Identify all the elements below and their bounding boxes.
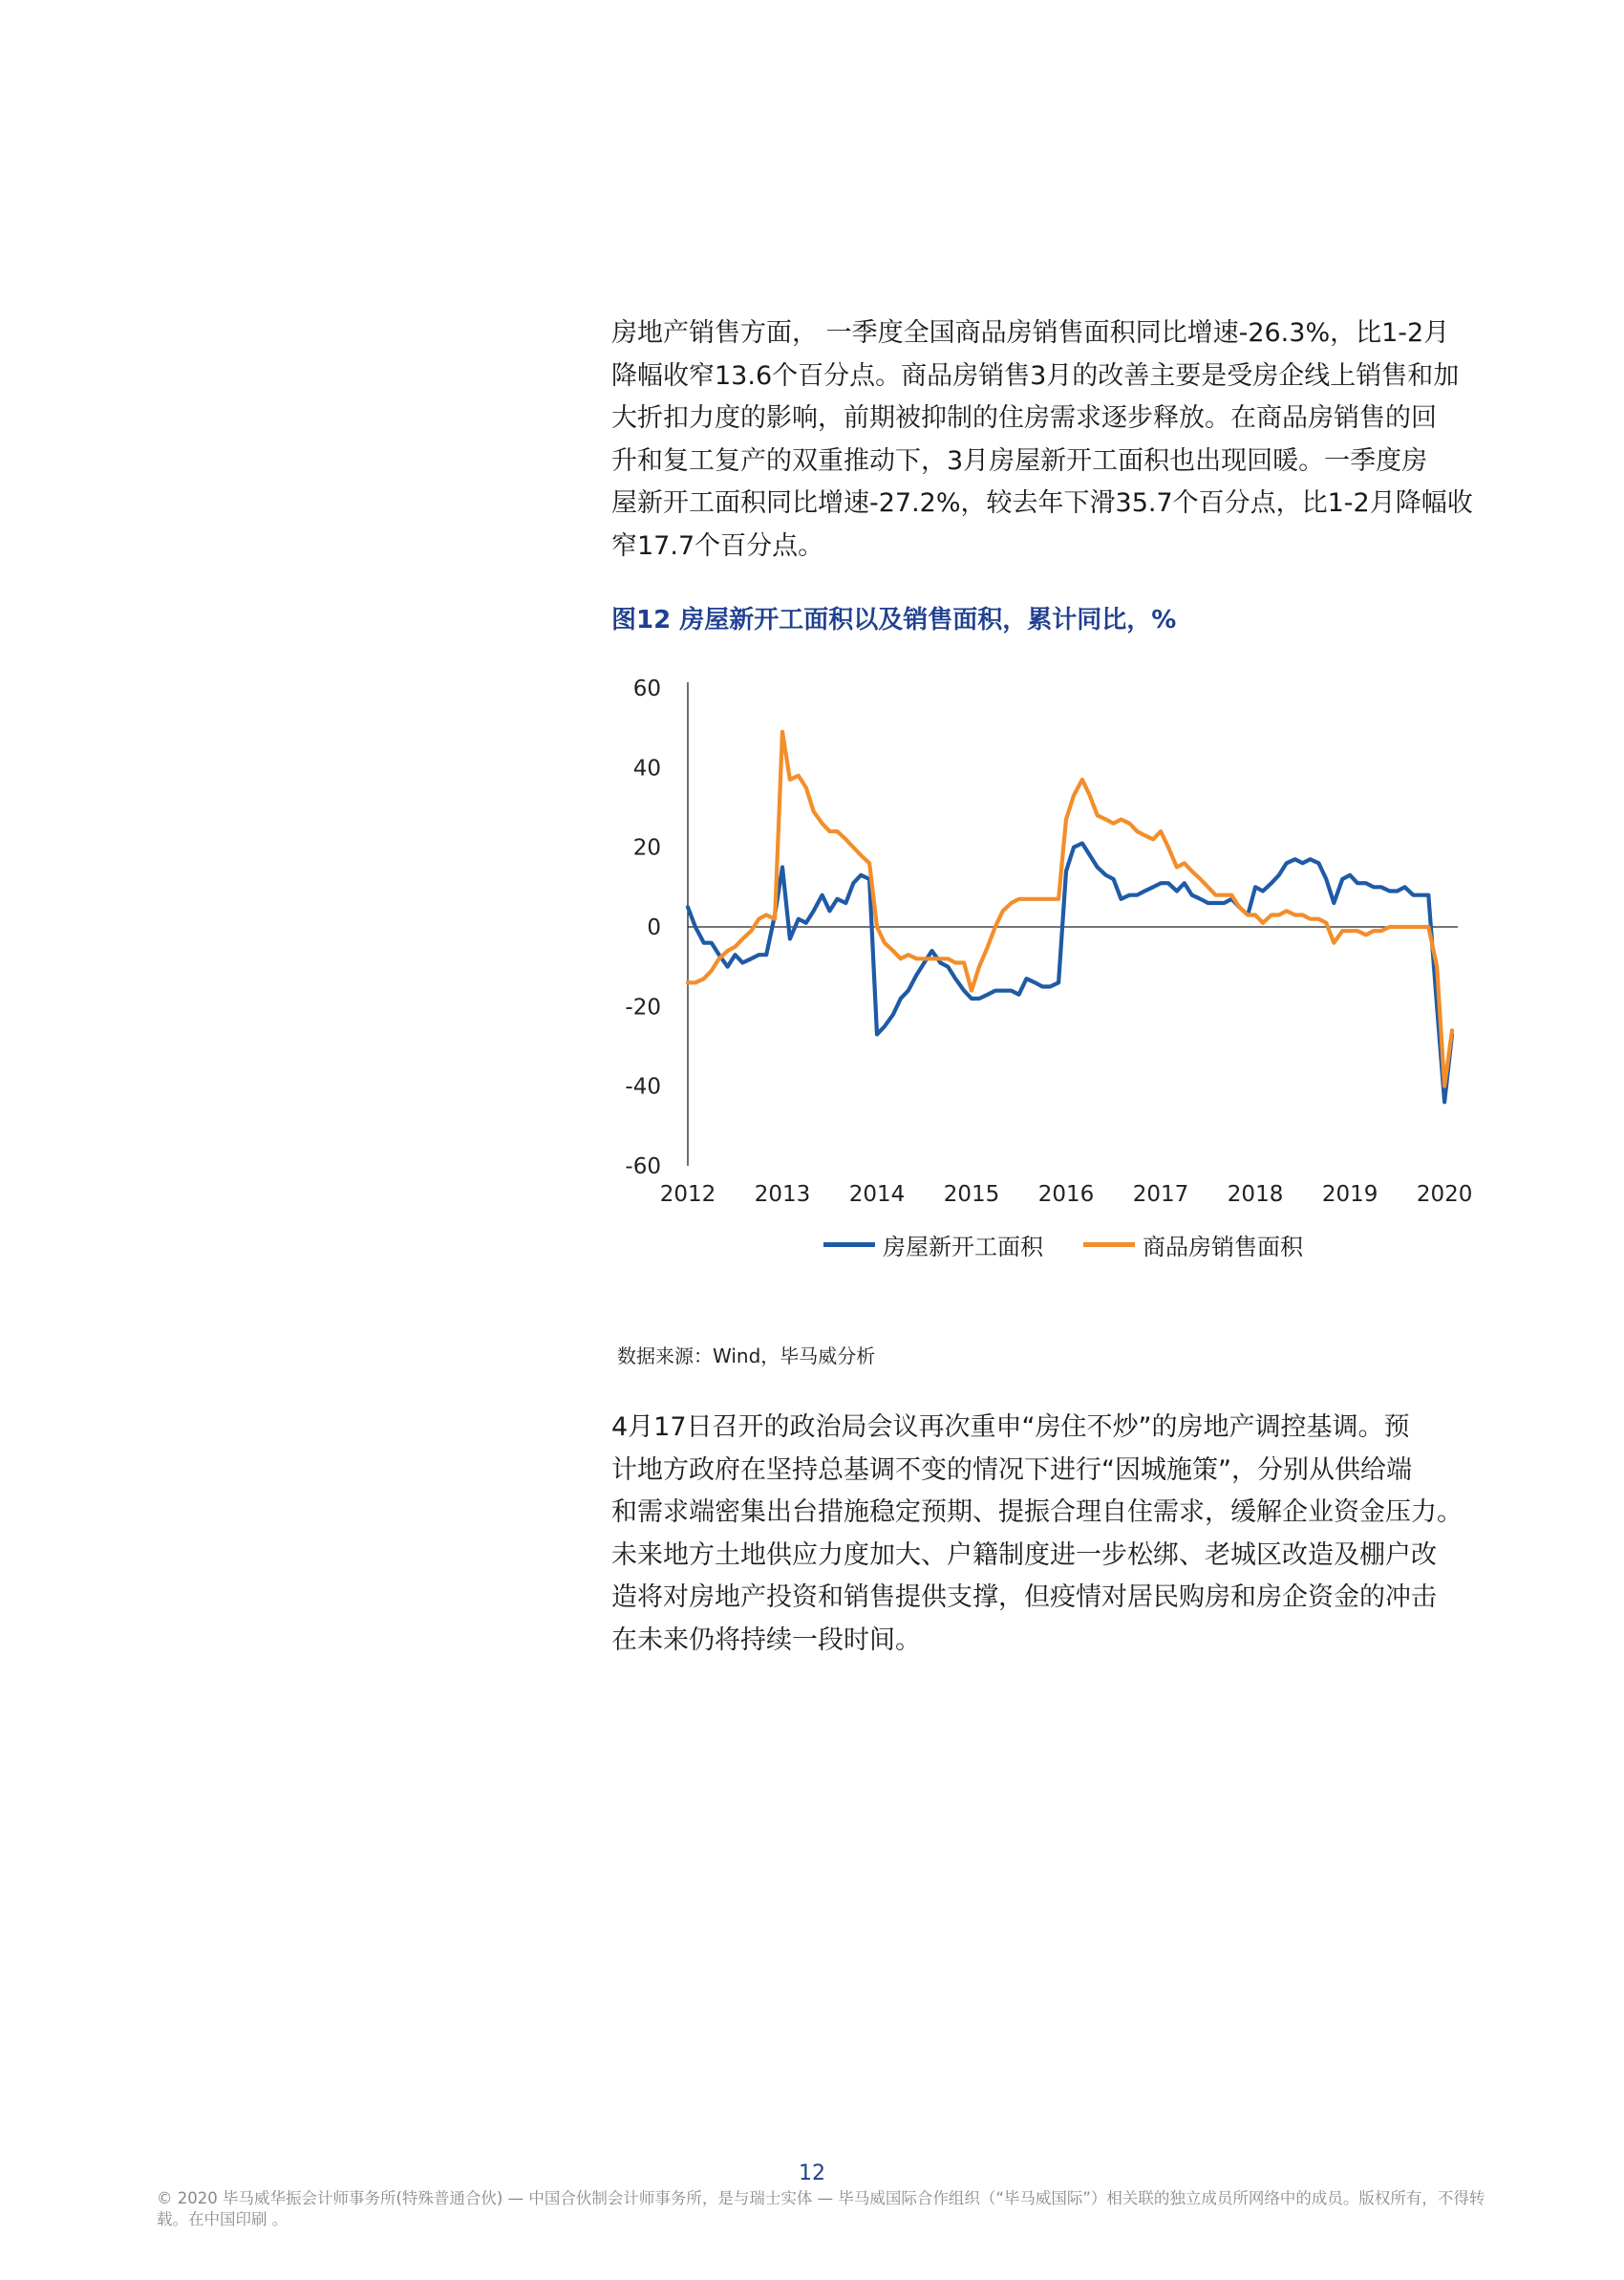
paragraph-line: 未来地方土地供应力度加大、户籍制度进一步松绑、老城区改造及棚户改 bbox=[611, 1539, 1437, 1570]
data-source: 数据来源：Wind，毕马威分析 bbox=[617, 1344, 876, 1367]
legend-swatch-blue bbox=[823, 1242, 875, 1247]
line-chart bbox=[602, 659, 1500, 1223]
x-tick-label: 2012 bbox=[659, 1182, 716, 1207]
x-tick-label: 2016 bbox=[1037, 1182, 1095, 1207]
copyright-footer bbox=[157, 2188, 1494, 2230]
x-tick-label: 2014 bbox=[848, 1182, 906, 1207]
y-tick-label: -20 bbox=[625, 995, 661, 1021]
x-tick-label: 2015 bbox=[943, 1182, 1000, 1207]
y-tick-label: -40 bbox=[625, 1074, 661, 1100]
y-tick-label: 60 bbox=[632, 677, 661, 701]
paragraph-line: 在未来仍将持续一段时间。 bbox=[611, 1624, 921, 1655]
x-tick-label: 2013 bbox=[754, 1182, 811, 1207]
footer-line: © 2020 毕马威华振会计师事务所(特殊普通合伙) — 中国合伙制会计师事务所，是与瑞士实体 — 毕马威国际合作组织（“毕马威国际”）相关联的独立成员所网络中的成员。版权所有，不得转 bbox=[157, 2189, 1485, 2207]
paragraph-line: 造将对房地产投资和销售提供支撑，但疫情对居民购房和房企资金的冲击 bbox=[611, 1582, 1437, 1613]
series-line-sales-area bbox=[688, 732, 1452, 1086]
paragraph-real-estate-sales bbox=[611, 312, 1490, 569]
page-number: 12 bbox=[799, 2162, 825, 2185]
series-line-new-construction bbox=[688, 844, 1452, 1103]
legend-label: 商品房销售面积 bbox=[1143, 1234, 1303, 1260]
legend-label: 房屋新开工面积 bbox=[883, 1234, 1043, 1260]
paragraph-line: 计地方政府在坚持总基调不变的情况下进行“因城施策”，分别从供给端 bbox=[611, 1454, 1412, 1485]
legend-item-sales-area bbox=[1083, 1228, 1303, 1261]
paragraph-line: 窄17.7个百分点。 bbox=[611, 530, 824, 561]
footer-line: 载。在中国印刷 。 bbox=[157, 2210, 288, 2228]
x-tick-label: 2020 bbox=[1416, 1182, 1473, 1207]
y-tick-label: 20 bbox=[632, 835, 661, 861]
y-tick-label: 40 bbox=[632, 756, 661, 782]
paragraph-line: 4月17日召开的政治局会议再次重申“房住不炒”的房地产调控基调。预 bbox=[611, 1412, 1410, 1442]
legend-swatch-orange bbox=[1083, 1242, 1135, 1247]
x-tick-labels bbox=[660, 1182, 1473, 1207]
paragraph-line: 升和复工复产的双重推动下，3月房屋新开工面积也出现回暖。一季度房 bbox=[611, 445, 1428, 476]
y-tick-labels bbox=[625, 677, 661, 1179]
legend-item-new-construction bbox=[823, 1228, 1043, 1261]
paragraph-line: 和需求端密集出台措施稳定预期、提振合理自住需求，缓解企业资金压力。 bbox=[611, 1497, 1463, 1528]
y-tick-label: 0 bbox=[647, 915, 661, 940]
figure-title: 图12 房屋新开工面积以及销售面积，累计同比，% bbox=[611, 606, 1177, 635]
paragraph-line: 降幅收窄13.6个百分点。商品房销售3月的改善主要是受房企线上销售和加 bbox=[611, 360, 1460, 391]
paragraph-line: 房地产销售方面， 一季度全国商品房销售面积同比增速-26.3%，比1-2月 bbox=[611, 318, 1450, 348]
chart-axes bbox=[688, 682, 1458, 1166]
y-tick-label: -60 bbox=[625, 1154, 661, 1179]
x-tick-label: 2017 bbox=[1132, 1182, 1189, 1207]
paragraph-line: 屋新开工面积同比增速-27.2%，较去年下滑35.7个百分点，比1-2月降幅收 bbox=[611, 488, 1473, 519]
paragraph-policy bbox=[611, 1407, 1490, 1663]
x-tick-label: 2018 bbox=[1227, 1182, 1284, 1207]
series-lines bbox=[688, 732, 1452, 1103]
paragraph-line: 大折扣力度的影响，前期被抑制的住房需求逐步释放。在商品房销售的回 bbox=[611, 403, 1437, 434]
chart-legend bbox=[823, 1228, 1343, 1261]
x-tick-label: 2019 bbox=[1321, 1182, 1378, 1207]
